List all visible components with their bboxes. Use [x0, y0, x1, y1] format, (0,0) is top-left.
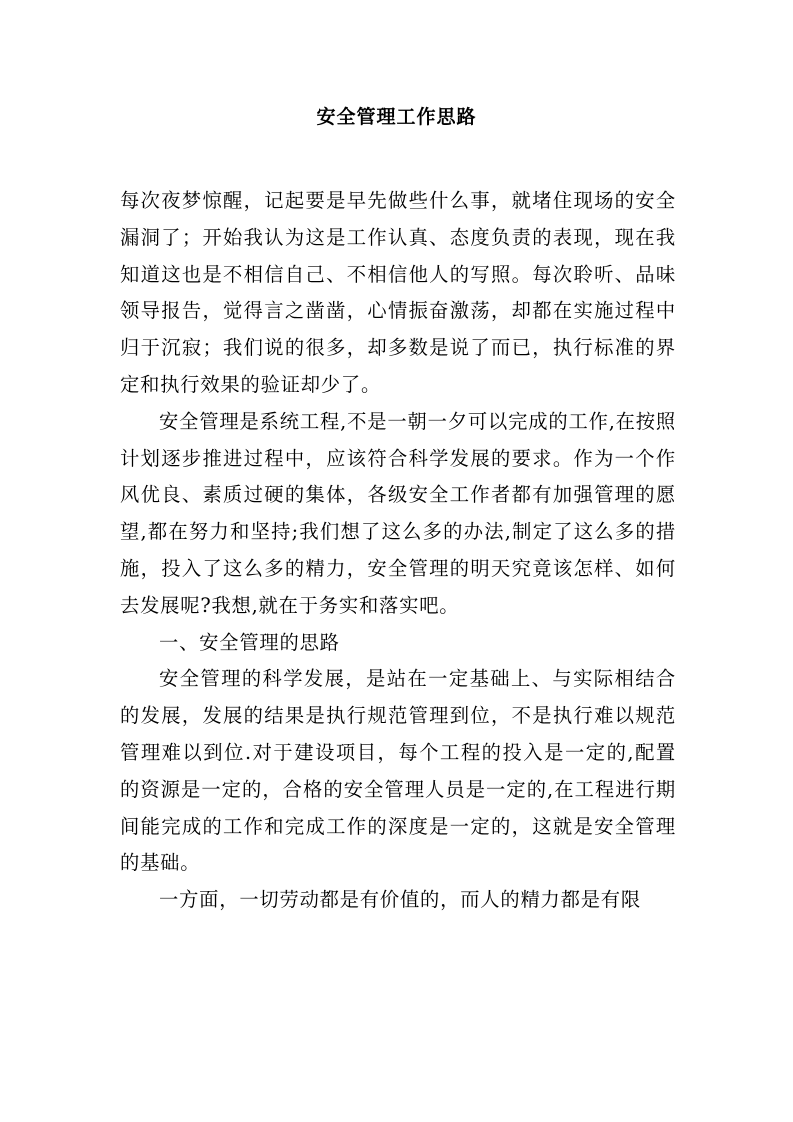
paragraph-2: 安全管理是系统工程,不是一朝一夕可以完成的工作,在按照计划逐步推进过程中，应该符合科学发展的要求。作为一个作风优良、素质过硬的集体，各级安全工作者都有加强管理的愿望,都在努力和坚持;我们想了这么多的办法,制定了这么多的措施，投入了这么多的精力，安全管理的明天究竟该怎样、如何去发展呢?我想,就在于务实和落实吧。 — [120, 409, 676, 617]
page-title: 安全管理工作思路 — [316, 106, 477, 128]
paragraph-1: 每次夜梦惊醒，记起要是早先做些什么事，就堵住现场的安全漏洞了；开始我认为这是工作认真、态度负责的表现，现在我知道这也是不相信自己、不相信他人的写照。每次聆听、品味领导报告，觉得言之凿凿，心情振奋激荡，却都在实施过程中归于沉寂；我们说的很多，却多数是说了而已，执行标准的界定和执行效果的验证却少了。 — [120, 189, 676, 396]
paragraph-4: 一方面，一切劳动都是有价值的，而人的精力都是有限 — [159, 888, 641, 912]
paragraph-3: 安全管理的科学发展，是站在一定基础上、与实际相结合的发展，发展的结果是执行规范管理到位，不是执行难以规范管理难以到位.对于建设项目，每个工程的投入是一定的,配置的资源是一定的，合格的安全管理人员是一定的,在工程进行期间能完成的工作和完成工作的深度是一定的，这就是安全管理的基础。 — [120, 667, 676, 875]
document-body — [120, 183, 676, 919]
section-heading: 一、安全管理的思路 — [159, 630, 340, 654]
